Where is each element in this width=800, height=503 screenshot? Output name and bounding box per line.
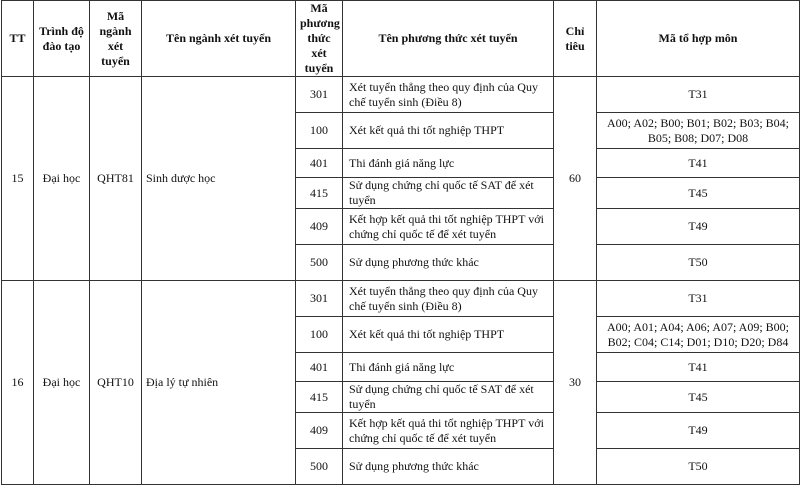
group-quota: 60	[554, 77, 597, 281]
header-major-name: Tên ngành xét tuyển	[142, 1, 296, 77]
combo-code: T50	[597, 245, 800, 281]
method-name: Sử dụng chứng chỉ quốc tế SAT để xét tuyển	[343, 382, 554, 413]
method-name: Kết hợp kết quả thi tốt nghiệp THPT với chứng chỉ quốc tế để xét tuyển	[343, 209, 554, 245]
method-code: 415	[296, 382, 343, 413]
header-method-name: Tên phương thức xét tuyển	[343, 1, 554, 77]
method-code: 409	[296, 209, 343, 245]
method-code: 401	[296, 353, 343, 382]
table-row	[2, 281, 800, 317]
combo-code: T49	[597, 209, 800, 245]
header-method-code: Mã phương thức xét tuyển	[296, 1, 343, 77]
table-row	[2, 77, 800, 113]
method-name: Xét kết quả thi tốt nghiệp THPT	[343, 113, 554, 149]
header-combo: Mã tổ hợp môn	[597, 1, 800, 77]
group-major-name: Sinh dược học	[142, 77, 296, 281]
method-name: Thi đánh giá năng lực	[343, 149, 554, 178]
method-name: Xét kết quả thi tốt nghiệp THPT	[343, 317, 554, 353]
group-tt: 15	[2, 77, 34, 281]
method-name: Xét tuyển thẳng theo quy định của Quy chế tuyển sinh (Điều 8)	[343, 77, 554, 113]
method-code: 409	[296, 413, 343, 449]
combo-code: T31	[597, 77, 800, 113]
group-level: Đại học	[34, 281, 90, 485]
header-tt: TT	[2, 1, 34, 77]
method-name: Xét tuyển thẳng theo quy định của Quy chế tuyển sinh (Điều 8)	[343, 281, 554, 317]
group-major-code: QHT10	[90, 281, 142, 485]
combo-code: A00; A01; A04; A06; A07; A09; B00; B02; C04; C14; D01; D10; D20; D84	[597, 317, 800, 353]
method-name: Sử dụng phương thức khác	[343, 449, 554, 485]
method-code: 301	[296, 77, 343, 113]
method-name: Sử dụng phương thức khác	[343, 245, 554, 281]
group-level: Đại học	[34, 77, 90, 281]
combo-code: T31	[597, 281, 800, 317]
group-major-code: QHT81	[90, 77, 142, 281]
method-code: 100	[296, 317, 343, 353]
method-code: 401	[296, 149, 343, 178]
combo-code: T45	[597, 382, 800, 413]
header-row	[2, 1, 800, 77]
header-level: Trình độ đào tạo	[34, 1, 90, 77]
combo-code: T50	[597, 449, 800, 485]
method-code: 500	[296, 449, 343, 485]
method-code: 301	[296, 281, 343, 317]
admission-table	[1, 0, 800, 485]
header-quota: Chỉ tiêu	[554, 1, 597, 77]
combo-code: T45	[597, 178, 800, 209]
combo-code: T41	[597, 149, 800, 178]
group-tt: 16	[2, 281, 34, 485]
combo-code: A00; A02; B00; B01; B02; B03; B04; B05; B08; D07; D08	[597, 113, 800, 149]
group-major-name: Địa lý tự nhiên	[142, 281, 296, 485]
header-major-code: Mã ngành xét tuyển	[90, 1, 142, 77]
method-name: Sử dụng chứng chỉ quốc tế SAT để xét tuyển	[343, 178, 554, 209]
group-quota: 30	[554, 281, 597, 485]
combo-code: T41	[597, 353, 800, 382]
method-name: Kết hợp kết quả thi tốt nghiệp THPT với chứng chỉ quốc tế để xét tuyển	[343, 413, 554, 449]
method-code: 415	[296, 178, 343, 209]
method-code: 500	[296, 245, 343, 281]
method-name: Thi đánh giá năng lực	[343, 353, 554, 382]
method-code: 100	[296, 113, 343, 149]
combo-code: T49	[597, 413, 800, 449]
